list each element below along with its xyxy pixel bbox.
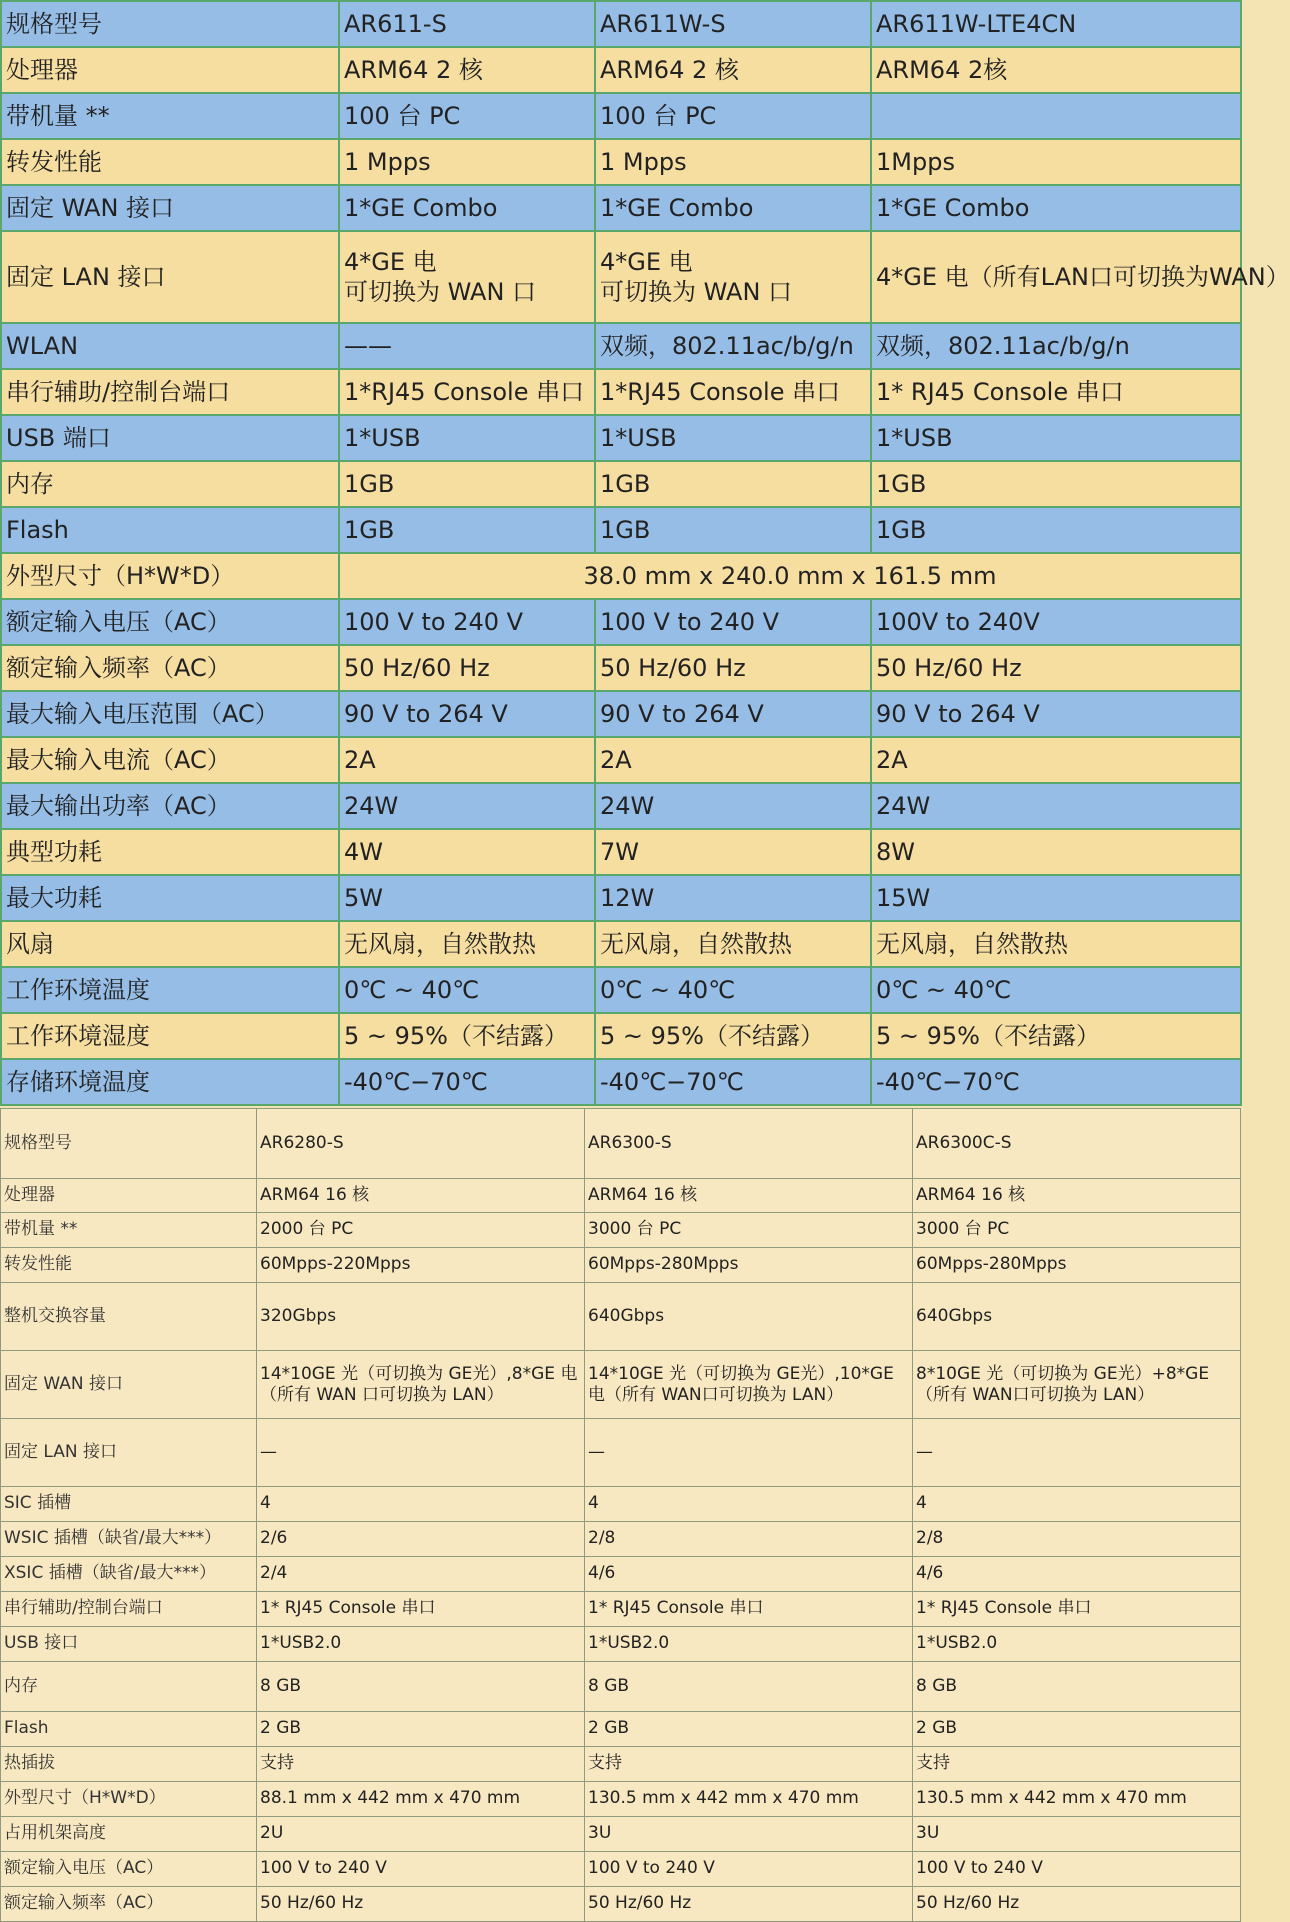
table-row (1, 1109, 1241, 1179)
table-cell: 8W (871, 829, 1241, 875)
table-cell (871, 93, 1241, 139)
table-row (1, 93, 1241, 139)
table-row (1, 1627, 1241, 1662)
table-cell: 规格型号 (1, 1, 339, 47)
table-cell: 1*USB2.0 (257, 1627, 585, 1662)
table-cell: 转发性能 (1, 1248, 257, 1283)
table-cell: 固定 LAN 接口 (1, 231, 339, 323)
table-cell: 12W (595, 875, 871, 921)
table-cell: 5 ~ 95%（不结露） (595, 1013, 871, 1059)
table-cell: 640Gbps (585, 1283, 913, 1351)
table-cell: 额定输入电压（AC） (1, 599, 339, 645)
table-cell: AR6280-S (257, 1109, 585, 1179)
table-cell: 整机交换容量 (1, 1283, 257, 1351)
table-cell: 1GB (595, 507, 871, 553)
table-cell: 2U (257, 1817, 585, 1852)
table-cell: 带机量 ** (1, 1213, 257, 1248)
table-row (1, 1557, 1241, 1592)
table-cell: 24W (595, 783, 871, 829)
table-row (1, 1, 1241, 47)
table-row (1, 1522, 1241, 1557)
table-row (1, 1213, 1241, 1248)
table-cell: 处理器 (1, 47, 339, 93)
table-cell: 无风扇，自然散热 (595, 921, 871, 967)
table-cell: 1*GE Combo (595, 185, 871, 231)
table-cell: 1* RJ45 Console 串口 (585, 1592, 913, 1627)
table-row (1, 1487, 1241, 1522)
table-cell: 1Mpps (871, 139, 1241, 185)
table-cell: 8*10GE 光（可切换为 GE光）+8*GE（所有 WAN口可切换为 LAN） (913, 1351, 1241, 1419)
table-cell: 1 Mpps (339, 139, 595, 185)
table-row (1, 47, 1241, 93)
table-row (1, 1817, 1241, 1852)
table-row (1, 323, 1241, 369)
table-row (1, 1179, 1241, 1213)
table-cell: 最大输入电流（AC） (1, 737, 339, 783)
table-cell: — (585, 1419, 913, 1487)
table-cell: 15W (871, 875, 1241, 921)
table-cell: 双频，802.11ac/b/g/n (871, 323, 1241, 369)
table-cell: 90 V to 264 V (871, 691, 1241, 737)
table-row (1, 461, 1241, 507)
table-row (1, 139, 1241, 185)
table-cell: 7W (595, 829, 871, 875)
table-cell: 90 V to 264 V (339, 691, 595, 737)
table-cell: 24W (871, 783, 1241, 829)
table-cell: 双频，802.11ac/b/g/n (595, 323, 871, 369)
table-row (1, 231, 1241, 323)
table-cell: 4*GE 电 可切换为 WAN 口 (595, 231, 871, 323)
table-cell: 支持 (585, 1747, 913, 1782)
table-cell: 3U (585, 1817, 913, 1852)
table-cell: 1*USB2.0 (913, 1627, 1241, 1662)
table-cell: 100 台 PC (339, 93, 595, 139)
table-cell: 1GB (595, 461, 871, 507)
table-cell: USB 端口 (1, 415, 339, 461)
table-cell: 50 Hz/60 Hz (871, 645, 1241, 691)
table-cell: 转发性能 (1, 139, 339, 185)
table-cell: 50 Hz/60 Hz (595, 645, 871, 691)
table-cell: 支持 (913, 1747, 1241, 1782)
table-cell: 130.5 mm x 442 mm x 470 mm (585, 1782, 913, 1817)
table-cell: 90 V to 264 V (595, 691, 871, 737)
table-row (1, 1248, 1241, 1283)
table-cell: 100 V to 240 V (257, 1852, 585, 1887)
table-cell: 14*10GE 光（可切换为 GE光）,10*GE 电（所有 WAN口可切换为 LAN） (585, 1351, 913, 1419)
table-cell: Flash (1, 1712, 257, 1747)
table-cell: 支持 (257, 1747, 585, 1782)
table-cell: 100 V to 240 V (913, 1852, 1241, 1887)
table-cell: 固定 WAN 接口 (1, 185, 339, 231)
table-cell: 640Gbps (913, 1283, 1241, 1351)
table-cell: 100 V to 240 V (585, 1852, 913, 1887)
table-cell: 100 V to 240 V (595, 599, 871, 645)
table-cell: WLAN (1, 323, 339, 369)
table-row (1, 875, 1241, 921)
table-row (1, 645, 1241, 691)
table-cell: 工作环境温度 (1, 967, 339, 1013)
table-cell: 50 Hz/60 Hz (257, 1887, 585, 1922)
table-cell: ARM64 16 核 (913, 1179, 1241, 1213)
table-cell: 88.1 mm x 442 mm x 470 mm (257, 1782, 585, 1817)
table-cell: 额定输入电压（AC） (1, 1852, 257, 1887)
table-cell: 4*GE 电 可切换为 WAN 口 (339, 231, 595, 323)
table-cell: 320Gbps (257, 1283, 585, 1351)
table-cell: 最大输出功率（AC） (1, 783, 339, 829)
table-row (1, 185, 1241, 231)
table-row (1, 921, 1241, 967)
table-cell: 外型尺寸（H*W*D） (1, 553, 339, 599)
table-row (1, 737, 1241, 783)
table-cell: 4 (585, 1487, 913, 1522)
table-cell: 内存 (1, 1662, 257, 1712)
table-cell: 2/4 (257, 1557, 585, 1592)
table-cell: 固定 LAN 接口 (1, 1419, 257, 1487)
table-cell: 60Mpps-280Mpps (585, 1248, 913, 1283)
table-row (1, 1782, 1241, 1817)
table-cell: 1*GE Combo (339, 185, 595, 231)
table-cell: 50 Hz/60 Hz (585, 1887, 913, 1922)
table-cell: ARM64 2 核 (595, 47, 871, 93)
table-cell: 无风扇，自然散热 (339, 921, 595, 967)
table-cell: 3000 台 PC (585, 1213, 913, 1248)
table-row (1, 1283, 1241, 1351)
table-cell: 内存 (1, 461, 339, 507)
table-cell: 2 GB (585, 1712, 913, 1747)
table-cell: 5W (339, 875, 595, 921)
table-cell: XSIC 插槽（缺省/最大***） (1, 1557, 257, 1592)
table-cell: AR611W-S (595, 1, 871, 47)
table-cell: 2/8 (913, 1522, 1241, 1557)
table-cell: 0℃ ~ 40℃ (339, 967, 595, 1013)
table-cell: 1*RJ45 Console 串口 (339, 369, 595, 415)
table-cell: 1*USB (595, 415, 871, 461)
table-cell: 外型尺寸（H*W*D） (1, 1782, 257, 1817)
table-cell: 4/6 (913, 1557, 1241, 1592)
table-cell: 占用机架高度 (1, 1817, 257, 1852)
table-cell: 8 GB (585, 1662, 913, 1712)
table-cell: AR6300-S (585, 1109, 913, 1179)
table-cell: 2000 台 PC (257, 1213, 585, 1248)
table-cell: 60Mpps-280Mpps (913, 1248, 1241, 1283)
table-cell: 1GB (339, 461, 595, 507)
table-cell: 100 V to 240 V (339, 599, 595, 645)
table-row (1, 967, 1241, 1013)
table-cell: AR611-S (339, 1, 595, 47)
table-row (1, 1419, 1241, 1487)
table-cell: 0℃ ~ 40℃ (871, 967, 1241, 1013)
table-cell: AR611W-LTE4CN (871, 1, 1241, 47)
table-row (1, 1852, 1241, 1887)
table-cell: WSIC 插槽（缺省/最大***） (1, 1522, 257, 1557)
table-cell: 50 Hz/60 Hz (913, 1887, 1241, 1922)
table-row (1, 415, 1241, 461)
table-row (1, 691, 1241, 737)
table-cell: 38.0 mm x 240.0 mm x 161.5 mm (339, 553, 1241, 599)
spec-table-ar6300 (0, 1108, 1241, 1922)
table-cell: 5 ~ 95%（不结露） (339, 1013, 595, 1059)
table-cell: 2A (871, 737, 1241, 783)
table-cell: 3U (913, 1817, 1241, 1852)
table-cell: 2/8 (585, 1522, 913, 1557)
table-cell: 100 台 PC (595, 93, 871, 139)
table-cell: 1 Mpps (595, 139, 871, 185)
table-row (1, 1592, 1241, 1627)
table-cell: ARM64 2核 (871, 47, 1241, 93)
table-cell: 1*USB (871, 415, 1241, 461)
table-cell: 热插拔 (1, 1747, 257, 1782)
spec-table-ar6300-body (1, 1109, 1241, 1922)
table-cell: AR6300C-S (913, 1109, 1241, 1179)
table-cell: -40℃−70℃ (339, 1059, 595, 1105)
table-cell: 4 (257, 1487, 585, 1522)
table-cell: 1*GE Combo (871, 185, 1241, 231)
table-cell: 3000 台 PC (913, 1213, 1241, 1248)
table-cell: 2A (339, 737, 595, 783)
table-cell: 存储环境温度 (1, 1059, 339, 1105)
table-cell: 1*USB (339, 415, 595, 461)
table-cell: 串行辅助/控制台端口 (1, 1592, 257, 1627)
table-cell: 处理器 (1, 1179, 257, 1213)
table-cell: 8 GB (257, 1662, 585, 1712)
table-cell: 4/6 (585, 1557, 913, 1592)
table-cell: —— (339, 323, 595, 369)
table-row (1, 1712, 1241, 1747)
table-cell: ARM64 2 核 (339, 47, 595, 93)
table-row (1, 783, 1241, 829)
table-cell: 24W (339, 783, 595, 829)
table-cell: 串行辅助/控制台端口 (1, 369, 339, 415)
table-cell: — (257, 1419, 585, 1487)
table-row (1, 829, 1241, 875)
table-cell: 1* RJ45 Console 串口 (871, 369, 1241, 415)
table-cell: 0℃ ~ 40℃ (595, 967, 871, 1013)
table-cell: ARM64 16 核 (585, 1179, 913, 1213)
spec-table-ar611-body (1, 1, 1290, 1105)
table-cell: 60Mpps-220Mpps (257, 1248, 585, 1283)
table-cell: 2A (595, 737, 871, 783)
table-cell: 额定输入频率（AC） (1, 645, 339, 691)
table-cell: 风扇 (1, 921, 339, 967)
table-cell: 2 GB (257, 1712, 585, 1747)
table-cell: 1GB (871, 507, 1241, 553)
table-cell: Flash (1, 507, 339, 553)
table-cell: 1GB (871, 461, 1241, 507)
table-cell: ARM64 16 核 (257, 1179, 585, 1213)
table-row (1, 369, 1241, 415)
table-cell: 1* RJ45 Console 串口 (913, 1592, 1241, 1627)
table-cell: -40℃−70℃ (871, 1059, 1241, 1105)
table-cell: -40℃−70℃ (595, 1059, 871, 1105)
table-cell: 固定 WAN 接口 (1, 1351, 257, 1419)
table-cell: 2 GB (913, 1712, 1241, 1747)
table-cell: 4W (339, 829, 595, 875)
table-cell: 100V to 240V (871, 599, 1241, 645)
table-cell: 4 (913, 1487, 1241, 1522)
table-cell: 2/6 (257, 1522, 585, 1557)
table-cell: 8 GB (913, 1662, 1241, 1712)
table-cell: 5 ~ 95%（不结露） (871, 1013, 1241, 1059)
table-cell: 工作环境湿度 (1, 1013, 339, 1059)
table-cell: 4*GE 电（所有LAN口可切换为WAN） (871, 231, 1241, 323)
table-cell: 典型功耗 (1, 829, 339, 875)
table-row (1, 507, 1241, 553)
table-row (1, 553, 1241, 599)
table-cell: 无风扇，自然散热 (871, 921, 1241, 967)
table-cell: 带机量 ** (1, 93, 339, 139)
table-row (1, 1013, 1241, 1059)
table-cell: 50 Hz/60 Hz (339, 645, 595, 691)
table-cell: 规格型号 (1, 1109, 257, 1179)
table-cell: 130.5 mm x 442 mm x 470 mm (913, 1782, 1241, 1817)
table-cell: 额定输入频率（AC） (1, 1887, 257, 1922)
table-cell: USB 接口 (1, 1627, 257, 1662)
table-cell: 最大功耗 (1, 875, 339, 921)
table-row (1, 1059, 1241, 1105)
table-row (1, 1351, 1241, 1419)
table-cell: 最大输入电压范围（AC） (1, 691, 339, 737)
table-row (1, 599, 1241, 645)
table-cell: 1*USB2.0 (585, 1627, 913, 1662)
table-cell: 14*10GE 光（可切换为 GE光）,8*GE 电（所有 WAN 口可切换为 LAN） (257, 1351, 585, 1419)
table-row (1, 1662, 1241, 1712)
table-row (1, 1887, 1241, 1922)
table-cell: SIC 插槽 (1, 1487, 257, 1522)
table-cell: 1* RJ45 Console 串口 (257, 1592, 585, 1627)
table-cell: — (913, 1419, 1241, 1487)
table-cell: 1*RJ45 Console 串口 (595, 369, 871, 415)
table-cell: 1GB (339, 507, 595, 553)
table-row (1, 1747, 1241, 1782)
